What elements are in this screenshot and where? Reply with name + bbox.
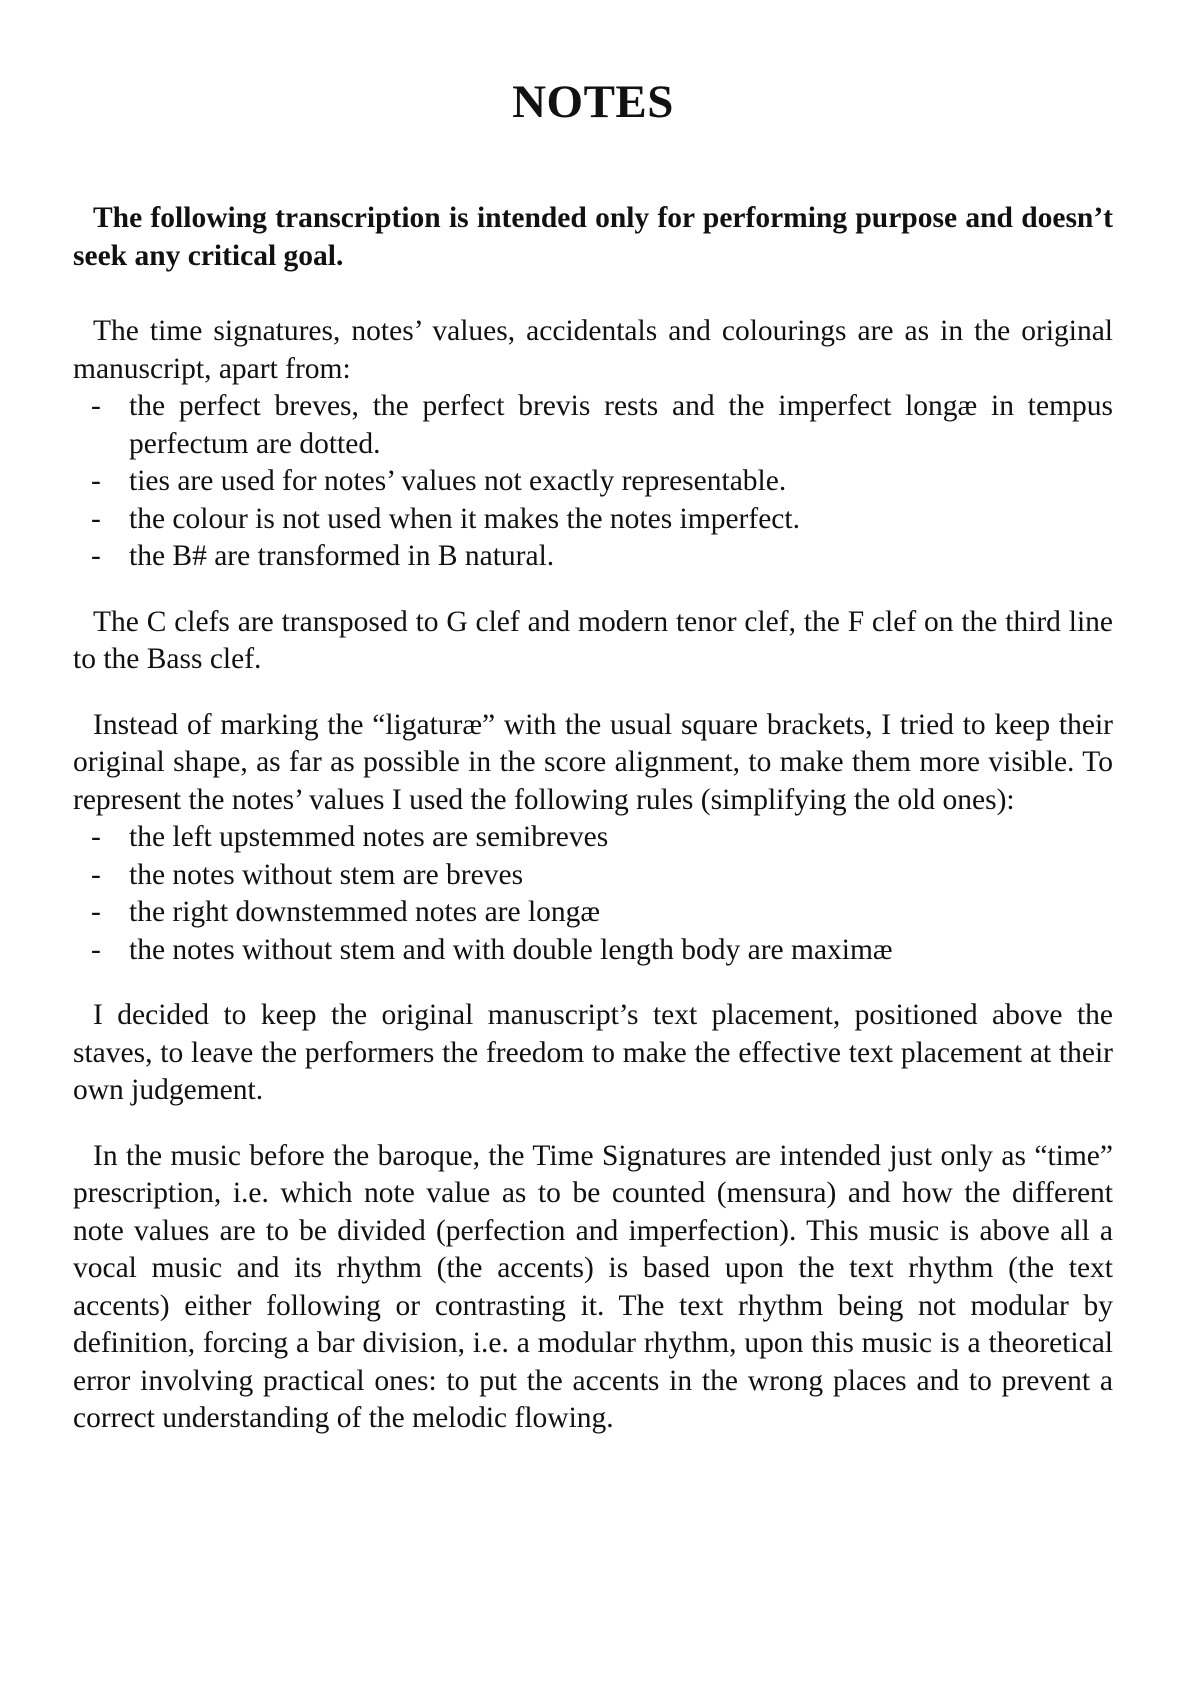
paragraph-text-placement: I decided to keep the original manuscript’s text placement, positioned above the staves, to leave the performers the freedom to make the effective text placement at their own judgement. [73,999,1113,1106]
list-item: - the notes without stem and with double length body are maximæ [73,932,1113,970]
dash-bullet: - [91,821,101,853]
document-page [73,0,1113,1438]
page-title: NOTES [512,76,674,128]
dash-bullet: - [91,390,101,422]
dash-bullet: - [91,858,101,891]
paragraph-ligaturae: Instead of marking the “ligaturæ” with the usual square brackets, I tried to keep their original shape, as far as possible in the score alignment, to make them more visible. To represent the notes’ values I used the following rules (simplifying the old ones): [73,708,1113,816]
paragraph-time-signatures: The time signatures, notes’ values, accidentals and colourings are as in the original manuscript, apart from: [73,315,1113,385]
dash-bullet: - [91,896,101,928]
dash-bullet: - [91,933,101,966]
exceptions-list [73,388,1113,576]
list-item: - the B# are transformed in B natural. [73,538,1113,576]
paragraph-clefs: The C clefs are transposed to G clef and modern tenor clef, the F clef on the third line to the Bass clef. [73,605,1113,675]
note-values-list [73,819,1113,969]
dash-bullet: - [91,502,101,535]
intro-statement: The following transcription is intended only for performing purpose and doesn’t seek any critical goal. [73,202,1113,272]
list-item: - the perfect breves, the perfect brevis rests and the imperfect longæ in tempus perfectum are dotted. [91,390,1113,460]
dash-bullet: - [91,465,101,497]
list-item: - the colour is not used when it makes the notes imperfect. [73,501,1113,539]
paragraph-time-signatures-baroque: In the music before the baroque, the Time Signatures are intended just only as “time” prescription, i.e. which note value as to be counted (mensura) and how the different note values are to be divided (perfection and imperfection). This music is above all a vocal music and its rhythm (the accents) is based upon the text rhythm (the text accents) either following or contrasting it. The text rhythm being not modular by definition, forcing a bar division, i.e. a modular rhythm, upon this music is a theoretical error involving practical ones: to put the accents in the wrong places and to prevent a correct understanding of the melodic flowing. [73,1139,1113,1434]
list-item: - ties are used for notes’ values not exactly representable. [73,463,1113,501]
list-item: - the notes without stem are breves [73,857,1113,895]
dash-bullet: - [91,540,101,572]
list-item: - the left upstemmed notes are semibreves [73,819,1113,857]
list-item: - the right downstemmed notes are longæ [73,894,1113,932]
